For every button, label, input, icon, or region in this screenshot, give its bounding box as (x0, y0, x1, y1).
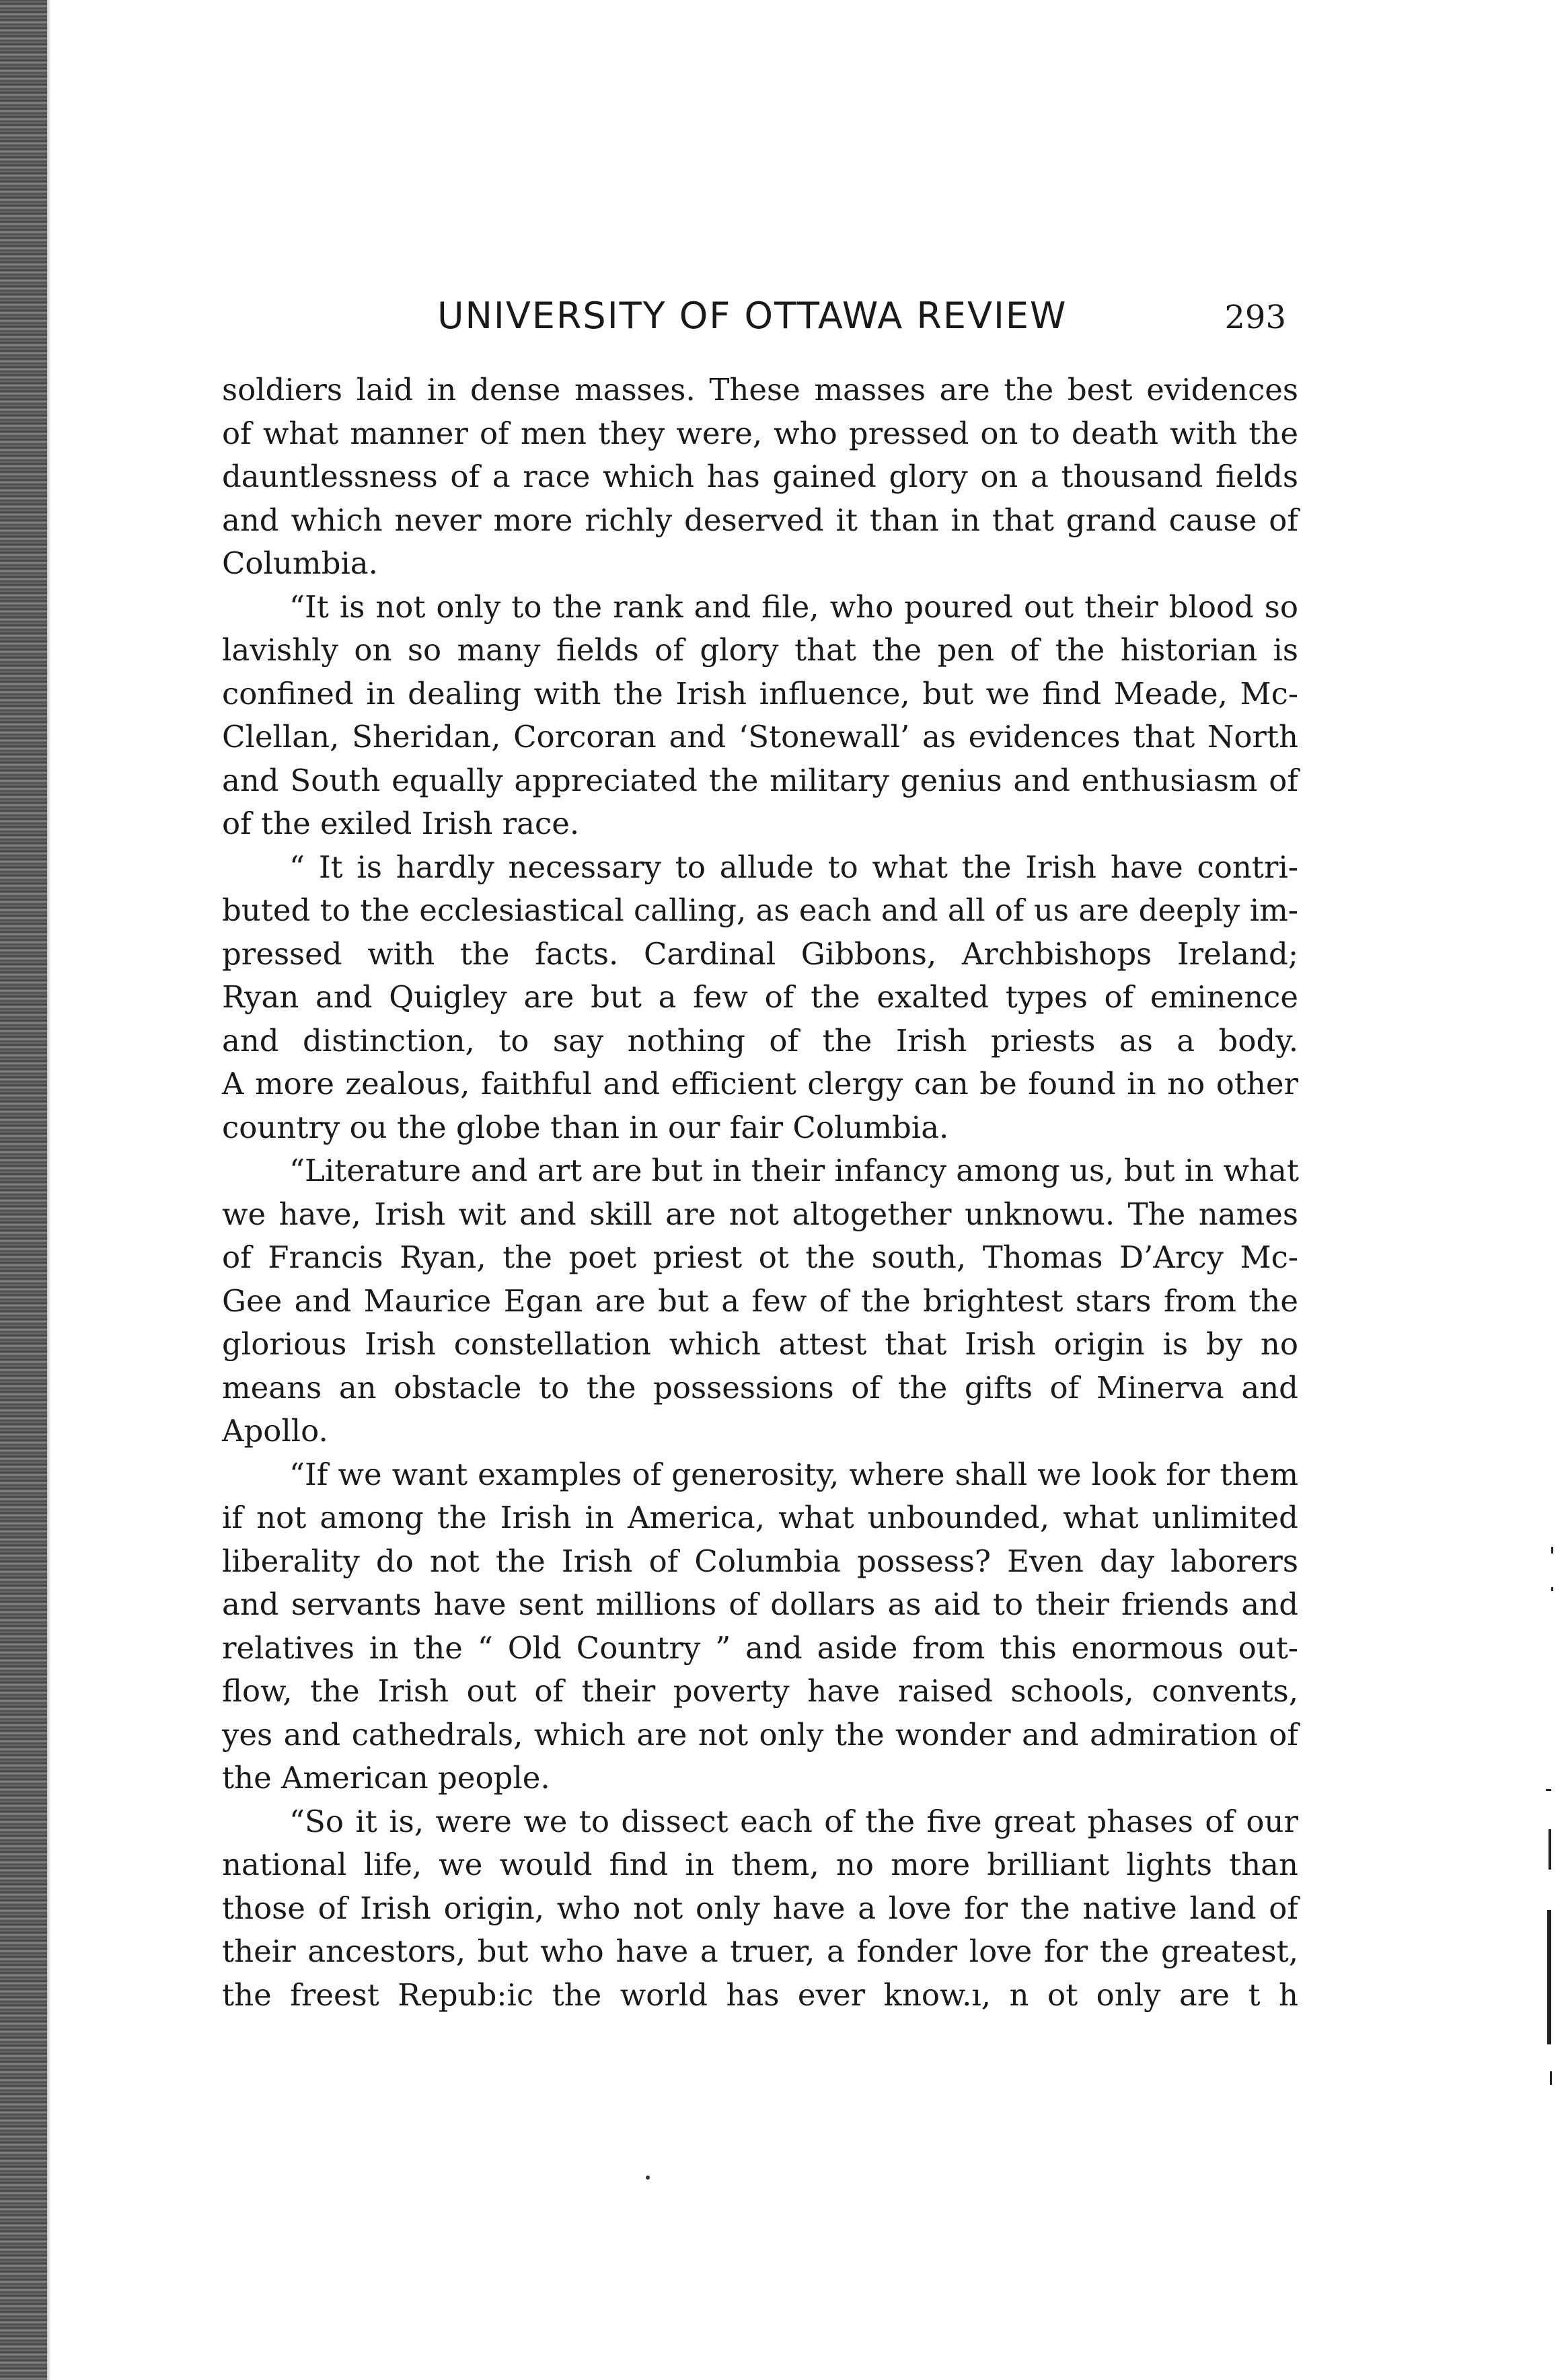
text-line: pressed with the facts. Cardinal Gibbons, Archbishops Ireland; (222, 935, 1298, 972)
scan-specks (1532, 1547, 1566, 2380)
text-line: of the exiled Irish race. (222, 806, 580, 841)
text-line: national life, we would find in them, no more brilliant lights than (222, 1847, 1298, 1882)
text-line: “So it is, were we to dissect each of the five great phases of our (289, 1803, 1298, 1839)
text-line: relatives in the “ Old Country ” and aside from this enormous out- (222, 1629, 1298, 1666)
page-number: 293 (1224, 299, 1286, 336)
text-line: and distinction, to say nothing of the Irish priests as a body. (222, 1022, 1298, 1059)
text-line: means an obstacle to the possessions of the gifts of Minerva and (222, 1369, 1298, 1406)
text-line: buted to the ecclesiastical calling, as each and all of us are deeply im- (222, 892, 1298, 928)
text-line: if not among the Irish in America, what unbounded, what unlimited (222, 1500, 1298, 1535)
text-line: the American people. (222, 1760, 550, 1796)
scan-speck (646, 2176, 650, 2180)
text-line: A more zealous, faithful and efficient clergy can be found in no other (222, 1066, 1298, 1102)
text-line: “It is not only to the rank and file, who poured out their blood so (289, 588, 1298, 625)
text-line: their ancestors, but who have a truer, a fonder love for the greatest, (222, 1933, 1298, 1969)
text-line: soldiers laid in dense masses. These masses are the best evidences (222, 372, 1298, 408)
text-line: “If we want examples of generosity, where shall we look for them (289, 1456, 1298, 1492)
text-line: “ It is hardly necessary to allude to what the Irish have contri- (289, 849, 1298, 885)
text-line: flow, the Irish out of their poverty have raised schools, convents, (222, 1673, 1298, 1709)
text-line: lavishly on so many fields of glory that the pen of the historian is (222, 632, 1298, 668)
text-line: we have, Irish wit and skill are not altogether unknowu. The names (222, 1196, 1298, 1232)
text-line: the freest Repub:ic the world has ever know.ı, n ot only are t h (222, 1976, 1298, 2013)
text-line: of what manner of men they were, who pressed on to death with the (222, 415, 1298, 451)
body-text (222, 369, 1298, 2017)
running-head (222, 295, 1298, 348)
text-line: liberality do not the Irish of Columbia possess? Even day laborers (222, 1543, 1298, 1579)
text-line: and which never more richly deserved it than in that grand cause of (222, 502, 1298, 538)
text-line: Clellan, Sheridan, Corcoran and ‘Stonewall’ as evidences that North (222, 719, 1298, 755)
running-title: UNIVERSITY OF OTTAWA REVIEW (437, 295, 1068, 337)
text-line: of Francis Ryan, the poet priest ot the south, Thomas D’Arcy Mc- (222, 1239, 1298, 1275)
text-line: and South equally appreciated the military genius and enthusiasm of (222, 762, 1298, 798)
text-line: those of Irish origin, who not only have a love for the native land of (222, 1890, 1298, 1926)
text-line: and servants have sent millions of dollars as aid to their friends and (222, 1586, 1298, 1622)
text-line: Apollo. (222, 1413, 328, 1449)
text-line: Ryan and Quigley are but a few of the exalted types of eminence (222, 979, 1298, 1015)
text-line: confined in dealing with the Irish influence, but we find Meade, Mc- (222, 675, 1298, 712)
text-line: country ou the globe than in our fair Columbia. (222, 1109, 949, 1145)
text-line: Columbia. (222, 545, 378, 581)
text-line: dauntlessness of a race which has gained glory on a thousand fields (222, 459, 1298, 494)
text-line: Gee and Maurice Egan are but a few of the brightest stars from the (222, 1282, 1298, 1319)
text-line: glorious Irish constellation which attest that Irish origin is by no (222, 1326, 1298, 1362)
page-binding-edge (0, 0, 47, 2380)
text-line: “Literature and art are but in their infancy among us, but in what (289, 1153, 1299, 1188)
text-line: yes and cathedrals, which are not only the wonder and admiration of (222, 1716, 1298, 1753)
